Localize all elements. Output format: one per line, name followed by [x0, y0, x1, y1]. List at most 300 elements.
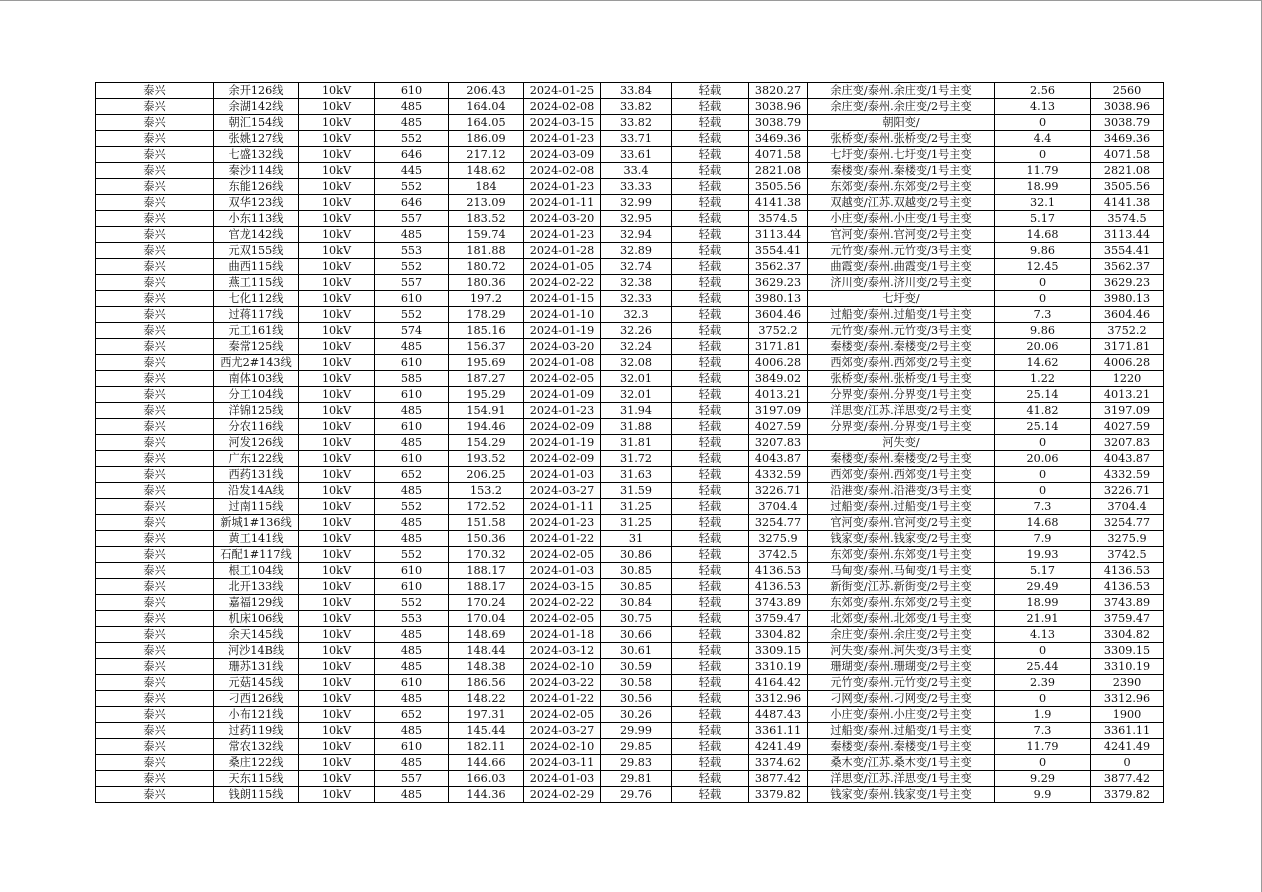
voltage-cell: 10kV: [299, 451, 375, 467]
load-status-cell: 轻载: [672, 227, 749, 243]
amount-cell: 3207.83: [749, 435, 808, 451]
line-name-cell: 常农132线: [214, 739, 299, 755]
region-cell: 泰兴: [96, 467, 214, 483]
amount-cell: 4241.49: [749, 739, 808, 755]
load-status-cell: 轻载: [672, 131, 749, 147]
voltage-cell: 10kV: [299, 435, 375, 451]
capacity-cell: 485: [375, 227, 449, 243]
line-name-cell: 分农116线: [214, 419, 299, 435]
date-cell: 2024-01-08: [524, 355, 601, 371]
value-cell: 164.04: [449, 99, 524, 115]
region-cell: 泰兴: [96, 227, 214, 243]
line-name-cell: 天东115线: [214, 771, 299, 787]
percent-cell: 18.99: [995, 179, 1091, 195]
amount-cell: 3038.79: [749, 115, 808, 131]
load-status-cell: 轻载: [672, 547, 749, 563]
region-cell: 泰兴: [96, 355, 214, 371]
total-cell: 3704.4: [1091, 499, 1164, 515]
substation-cell: 张桥变/泰州.张桥变/1号主变: [808, 371, 995, 387]
substation-cell: 西郊变/泰州.西郊变/2号主变: [808, 355, 995, 371]
region-cell: 泰兴: [96, 243, 214, 259]
percent-cell: 14.62: [995, 355, 1091, 371]
line-name-cell: 秦沙114线: [214, 163, 299, 179]
date-cell: 2024-02-09: [524, 451, 601, 467]
region-cell: 泰兴: [96, 275, 214, 291]
amount-cell: 3379.82: [749, 787, 808, 803]
total-cell: 3743.89: [1091, 595, 1164, 611]
rate-cell: 32.95: [601, 211, 672, 227]
rate-cell: 32.94: [601, 227, 672, 243]
table-row: [96, 371, 1164, 387]
value-cell: 144.66: [449, 755, 524, 771]
load-status-cell: 轻载: [672, 691, 749, 707]
percent-cell: 1.9: [995, 707, 1091, 723]
load-status-cell: 轻载: [672, 291, 749, 307]
table-row: [96, 723, 1164, 739]
substation-cell: 元竹变/泰州.元竹变/3号主变: [808, 243, 995, 259]
value-cell: 217.12: [449, 147, 524, 163]
rate-cell: 32.99: [601, 195, 672, 211]
total-cell: 3361.11: [1091, 723, 1164, 739]
value-cell: 144.36: [449, 787, 524, 803]
date-cell: 2024-01-15: [524, 291, 601, 307]
date-cell: 2024-03-12: [524, 643, 601, 659]
line-name-cell: 西尤2#143线: [214, 355, 299, 371]
line-name-cell: 过南115线: [214, 499, 299, 515]
capacity-cell: 552: [375, 259, 449, 275]
voltage-cell: 10kV: [299, 403, 375, 419]
substation-cell: 朝阳变/: [808, 115, 995, 131]
percent-cell: 7.3: [995, 723, 1091, 739]
substation-cell: 七圩变/: [808, 291, 995, 307]
substation-cell: 过船变/泰州.过船变/1号主变: [808, 723, 995, 739]
amount-cell: 3310.19: [749, 659, 808, 675]
value-cell: 170.04: [449, 611, 524, 627]
value-cell: 184: [449, 179, 524, 195]
value-cell: 188.17: [449, 563, 524, 579]
date-cell: 2024-01-11: [524, 195, 601, 211]
percent-cell: 25.14: [995, 387, 1091, 403]
load-status-cell: 轻载: [672, 195, 749, 211]
amount-cell: 3759.47: [749, 611, 808, 627]
capacity-cell: 557: [375, 275, 449, 291]
load-status-cell: 轻载: [672, 147, 749, 163]
total-cell: 4332.59: [1091, 467, 1164, 483]
region-cell: 泰兴: [96, 547, 214, 563]
total-cell: 3312.96: [1091, 691, 1164, 707]
capacity-cell: 574: [375, 323, 449, 339]
line-name-cell: 元菇145线: [214, 675, 299, 691]
line-name-cell: 元工161线: [214, 323, 299, 339]
table-row: [96, 195, 1164, 211]
region-cell: 泰兴: [96, 771, 214, 787]
value-cell: 183.52: [449, 211, 524, 227]
total-cell: 2390: [1091, 675, 1164, 691]
table-row: [96, 691, 1164, 707]
voltage-cell: 10kV: [299, 163, 375, 179]
percent-cell: 5.17: [995, 211, 1091, 227]
voltage-cell: 10kV: [299, 627, 375, 643]
table-row: [96, 259, 1164, 275]
amount-cell: 3704.4: [749, 499, 808, 515]
total-cell: 3759.47: [1091, 611, 1164, 627]
amount-cell: 4332.59: [749, 467, 808, 483]
substation-cell: 河失变/泰州.河失变/3号主变: [808, 643, 995, 659]
amount-cell: 4043.87: [749, 451, 808, 467]
amount-cell: 3254.77: [749, 515, 808, 531]
rate-cell: 32.01: [601, 387, 672, 403]
region-cell: 泰兴: [96, 307, 214, 323]
table-row: [96, 435, 1164, 451]
table-row: [96, 467, 1164, 483]
line-name-cell: 官龙142线: [214, 227, 299, 243]
line-name-cell: 曲西115线: [214, 259, 299, 275]
voltage-cell: 10kV: [299, 355, 375, 371]
capacity-cell: 610: [375, 579, 449, 595]
date-cell: 2024-01-22: [524, 531, 601, 547]
load-status-cell: 轻载: [672, 467, 749, 483]
substation-cell: 官河变/泰州.官河变/2号主变: [808, 515, 995, 531]
total-cell: 4141.38: [1091, 195, 1164, 211]
percent-cell: 0: [995, 643, 1091, 659]
capacity-cell: 553: [375, 243, 449, 259]
region-cell: 泰兴: [96, 515, 214, 531]
date-cell: 2024-02-05: [524, 707, 601, 723]
substation-cell: 洋思变/江苏.洋思变/2号主变: [808, 403, 995, 419]
load-status-cell: 轻载: [672, 611, 749, 627]
table-row: [96, 659, 1164, 675]
capacity-cell: 610: [375, 419, 449, 435]
voltage-cell: 10kV: [299, 243, 375, 259]
date-cell: 2024-01-28: [524, 243, 601, 259]
rate-cell: 31.94: [601, 403, 672, 419]
capacity-cell: 485: [375, 515, 449, 531]
region-cell: 泰兴: [96, 483, 214, 499]
capacity-cell: 610: [375, 451, 449, 467]
total-cell: 2560: [1091, 83, 1164, 99]
load-status-cell: 轻载: [672, 83, 749, 99]
value-cell: 154.91: [449, 403, 524, 419]
line-name-cell: 小东113线: [214, 211, 299, 227]
percent-cell: 9.29: [995, 771, 1091, 787]
date-cell: 2024-03-20: [524, 211, 601, 227]
date-cell: 2024-02-05: [524, 547, 601, 563]
substation-cell: 秦楼变/泰州.秦楼变/1号主变: [808, 163, 995, 179]
amount-cell: 3980.13: [749, 291, 808, 307]
table-row: [96, 291, 1164, 307]
voltage-cell: 10kV: [299, 195, 375, 211]
amount-cell: 4013.21: [749, 387, 808, 403]
date-cell: 2024-01-03: [524, 771, 601, 787]
amount-cell: 3275.9: [749, 531, 808, 547]
capacity-cell: 485: [375, 115, 449, 131]
voltage-cell: 10kV: [299, 131, 375, 147]
table-row: [96, 755, 1164, 771]
percent-cell: 9.86: [995, 323, 1091, 339]
voltage-cell: 10kV: [299, 659, 375, 675]
date-cell: 2024-02-08: [524, 99, 601, 115]
line-name-cell: 桑庄122线: [214, 755, 299, 771]
amount-cell: 3877.42: [749, 771, 808, 787]
amount-cell: 3820.27: [749, 83, 808, 99]
load-status-cell: 轻载: [672, 355, 749, 371]
region-cell: 泰兴: [96, 259, 214, 275]
load-status-cell: 轻载: [672, 515, 749, 531]
value-cell: 150.36: [449, 531, 524, 547]
rate-cell: 30.85: [601, 563, 672, 579]
rate-cell: 31.25: [601, 499, 672, 515]
value-cell: 186.56: [449, 675, 524, 691]
voltage-cell: 10kV: [299, 579, 375, 595]
percent-cell: 4.13: [995, 627, 1091, 643]
voltage-cell: 10kV: [299, 483, 375, 499]
amount-cell: 4141.38: [749, 195, 808, 211]
date-cell: 2024-03-15: [524, 579, 601, 595]
date-cell: 2024-01-19: [524, 435, 601, 451]
substation-cell: 沿港变/泰州.沿港变/3号主变: [808, 483, 995, 499]
voltage-cell: 10kV: [299, 387, 375, 403]
voltage-cell: 10kV: [299, 211, 375, 227]
line-name-cell: 小布121线: [214, 707, 299, 723]
total-cell: 4013.21: [1091, 387, 1164, 403]
region-cell: 泰兴: [96, 563, 214, 579]
substation-cell: 分界变/泰州.分界变/1号主变: [808, 387, 995, 403]
value-cell: 156.37: [449, 339, 524, 355]
value-cell: 186.09: [449, 131, 524, 147]
value-cell: 170.24: [449, 595, 524, 611]
percent-cell: 0: [995, 147, 1091, 163]
region-cell: 泰兴: [96, 371, 214, 387]
rate-cell: 29.83: [601, 755, 672, 771]
date-cell: 2024-01-05: [524, 259, 601, 275]
percent-cell: 19.93: [995, 547, 1091, 563]
load-status-cell: 轻载: [672, 659, 749, 675]
percent-cell: 0: [995, 275, 1091, 291]
line-name-cell: 过蒋117线: [214, 307, 299, 323]
total-cell: 1220: [1091, 371, 1164, 387]
line-name-cell: 朝汇154线: [214, 115, 299, 131]
value-cell: 164.05: [449, 115, 524, 131]
rate-cell: 32.24: [601, 339, 672, 355]
date-cell: 2024-03-09: [524, 147, 601, 163]
voltage-cell: 10kV: [299, 227, 375, 243]
capacity-cell: 646: [375, 147, 449, 163]
substation-cell: 东郊变/泰州.东郊变/2号主变: [808, 595, 995, 611]
substation-cell: 北郊变/泰州.北郊变/1号主变: [808, 611, 995, 627]
percent-cell: 18.99: [995, 595, 1091, 611]
amount-cell: 3113.44: [749, 227, 808, 243]
voltage-cell: 10kV: [299, 691, 375, 707]
amount-cell: 3309.15: [749, 643, 808, 659]
substation-cell: 钱家变/泰州.钱家变/2号主变: [808, 531, 995, 547]
capacity-cell: 485: [375, 643, 449, 659]
voltage-cell: 10kV: [299, 179, 375, 195]
load-status-cell: 轻载: [672, 723, 749, 739]
rate-cell: 32.3: [601, 307, 672, 323]
load-status-cell: 轻载: [672, 275, 749, 291]
amount-cell: 4071.58: [749, 147, 808, 163]
line-name-cell: 珊苏131线: [214, 659, 299, 675]
total-cell: 0: [1091, 755, 1164, 771]
table-row: [96, 643, 1164, 659]
load-status-cell: 轻载: [672, 115, 749, 131]
amount-cell: 4136.53: [749, 579, 808, 595]
date-cell: 2024-01-03: [524, 563, 601, 579]
voltage-cell: 10kV: [299, 371, 375, 387]
total-cell: 3574.5: [1091, 211, 1164, 227]
date-cell: 2024-01-18: [524, 627, 601, 643]
value-cell: 213.09: [449, 195, 524, 211]
date-cell: 2024-02-29: [524, 787, 601, 803]
percent-cell: 9.86: [995, 243, 1091, 259]
percent-cell: 11.79: [995, 739, 1091, 755]
table-row: [96, 547, 1164, 563]
line-name-cell: 新城1#136线: [214, 515, 299, 531]
table-row: [96, 675, 1164, 691]
total-cell: 3275.9: [1091, 531, 1164, 547]
date-cell: 2024-01-03: [524, 467, 601, 483]
table-row: [96, 499, 1164, 515]
line-name-cell: 七化112线: [214, 291, 299, 307]
region-cell: 泰兴: [96, 387, 214, 403]
value-cell: 206.43: [449, 83, 524, 99]
date-cell: 2024-01-09: [524, 387, 601, 403]
line-name-cell: 刁西126线: [214, 691, 299, 707]
load-status-cell: 轻载: [672, 435, 749, 451]
capacity-cell: 485: [375, 531, 449, 547]
rate-cell: 33.4: [601, 163, 672, 179]
substation-cell: 过船变/泰州.过船变/1号主变: [808, 499, 995, 515]
region-cell: 泰兴: [96, 579, 214, 595]
voltage-cell: 10kV: [299, 787, 375, 803]
substation-cell: 珊瑚变/泰州.珊瑚变/2号主变: [808, 659, 995, 675]
substation-cell: 钱家变/泰州.钱家变/1号主变: [808, 787, 995, 803]
capacity-cell: 646: [375, 195, 449, 211]
amount-cell: 3742.5: [749, 547, 808, 563]
rate-cell: 29.85: [601, 739, 672, 755]
percent-cell: 20.06: [995, 451, 1091, 467]
value-cell: 194.46: [449, 419, 524, 435]
table-row: [96, 483, 1164, 499]
load-status-cell: 轻载: [672, 323, 749, 339]
percent-cell: 12.45: [995, 259, 1091, 275]
amount-cell: 3574.5: [749, 211, 808, 227]
table-row: [96, 627, 1164, 643]
line-name-cell: 余开126线: [214, 83, 299, 99]
total-cell: 3038.96: [1091, 99, 1164, 115]
substation-cell: 西郊变/泰州.西郊变/1号主变: [808, 467, 995, 483]
capacity-cell: 552: [375, 307, 449, 323]
load-status-cell: 轻载: [672, 371, 749, 387]
substation-cell: 元竹变/泰州.元竹变/2号主变: [808, 675, 995, 691]
region-cell: 泰兴: [96, 403, 214, 419]
capacity-cell: 485: [375, 723, 449, 739]
percent-cell: 32.1: [995, 195, 1091, 211]
amount-cell: 3562.37: [749, 259, 808, 275]
voltage-cell: 10kV: [299, 291, 375, 307]
substation-cell: 余庄变/泰州.余庄变/1号主变: [808, 83, 995, 99]
rate-cell: 29.76: [601, 787, 672, 803]
rate-cell: 30.61: [601, 643, 672, 659]
total-cell: 4241.49: [1091, 739, 1164, 755]
substation-cell: 秦楼变/泰州.秦楼变/2号主变: [808, 339, 995, 355]
value-cell: 148.38: [449, 659, 524, 675]
value-cell: 185.16: [449, 323, 524, 339]
voltage-cell: 10kV: [299, 723, 375, 739]
total-cell: 4136.53: [1091, 563, 1164, 579]
substation-cell: 小庄变/泰州.小庄变/1号主变: [808, 211, 995, 227]
voltage-cell: 10kV: [299, 339, 375, 355]
line-name-cell: 河沙14B线: [214, 643, 299, 659]
table-row: [96, 147, 1164, 163]
region-cell: 泰兴: [96, 115, 214, 131]
line-name-cell: 燕工115线: [214, 275, 299, 291]
total-cell: 3505.56: [1091, 179, 1164, 195]
date-cell: 2024-02-10: [524, 739, 601, 755]
value-cell: 206.25: [449, 467, 524, 483]
table-row: [96, 787, 1164, 803]
region-cell: 泰兴: [96, 659, 214, 675]
capacity-cell: 553: [375, 611, 449, 627]
rate-cell: 33.82: [601, 115, 672, 131]
region-cell: 泰兴: [96, 291, 214, 307]
line-name-cell: 余天145线: [214, 627, 299, 643]
amount-cell: 4006.28: [749, 355, 808, 371]
capacity-cell: 552: [375, 595, 449, 611]
substation-cell: 秦楼变/泰州.秦楼变/1号主变: [808, 739, 995, 755]
value-cell: 197.31: [449, 707, 524, 723]
region-cell: 泰兴: [96, 755, 214, 771]
value-cell: 151.58: [449, 515, 524, 531]
date-cell: 2024-02-08: [524, 163, 601, 179]
date-cell: 2024-02-22: [524, 595, 601, 611]
capacity-cell: 610: [375, 675, 449, 691]
rate-cell: 31.88: [601, 419, 672, 435]
region-cell: 泰兴: [96, 611, 214, 627]
date-cell: 2024-01-25: [524, 83, 601, 99]
percent-cell: 0: [995, 755, 1091, 771]
substation-cell: 七圩变/泰州.七圩变/1号主变: [808, 147, 995, 163]
percent-cell: 2.39: [995, 675, 1091, 691]
value-cell: 180.36: [449, 275, 524, 291]
voltage-cell: 10kV: [299, 307, 375, 323]
substation-cell: 余庄变/泰州.余庄变/2号主变: [808, 99, 995, 115]
load-status-cell: 轻载: [672, 563, 749, 579]
value-cell: 170.32: [449, 547, 524, 563]
date-cell: 2024-02-22: [524, 275, 601, 291]
voltage-cell: 10kV: [299, 755, 375, 771]
percent-cell: 20.06: [995, 339, 1091, 355]
amount-cell: 3554.41: [749, 243, 808, 259]
total-cell: 3752.2: [1091, 323, 1164, 339]
voltage-cell: 10kV: [299, 771, 375, 787]
capacity-cell: 485: [375, 483, 449, 499]
table-row: [96, 451, 1164, 467]
voltage-cell: 10kV: [299, 323, 375, 339]
capacity-cell: 610: [375, 291, 449, 307]
substation-cell: 小庄变/泰州.小庄变/2号主变: [808, 707, 995, 723]
amount-cell: 4027.59: [749, 419, 808, 435]
line-name-cell: 分工104线: [214, 387, 299, 403]
voltage-cell: 10kV: [299, 83, 375, 99]
substation-cell: 东郊变/泰州.东郊变/2号主变: [808, 179, 995, 195]
rate-cell: 33.82: [601, 99, 672, 115]
rate-cell: 31.72: [601, 451, 672, 467]
voltage-cell: 10kV: [299, 595, 375, 611]
total-cell: 3197.09: [1091, 403, 1164, 419]
region-cell: 泰兴: [96, 83, 214, 99]
percent-cell: 7.3: [995, 499, 1091, 515]
